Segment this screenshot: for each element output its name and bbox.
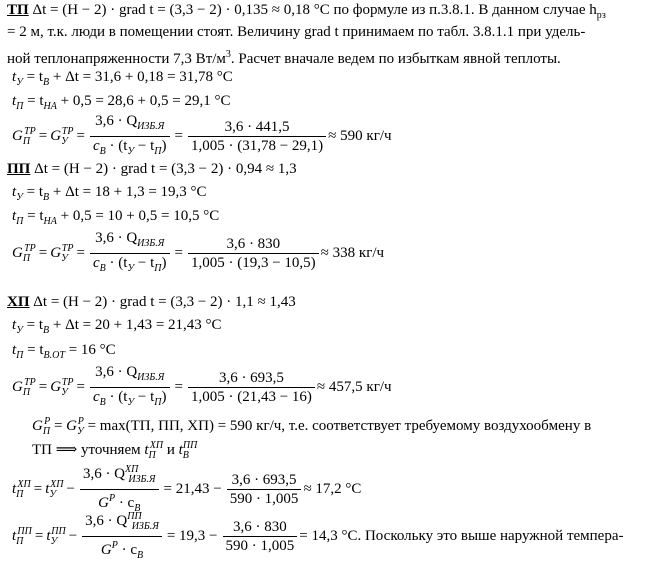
xp-tp-refined: $t_П^{ХП}$ = $t_У^{ХП}$ − $\frac{3,6 \cdot Q^{ХП}_{ИЗБ.Я}}{G^Р \cdot c_В}$ = 21,43 − $\frac{3,6 \cdot 693,5}{590 \cdot 1,005}$ ≈ 17,2 °C [12,462,361,517]
xp-g-equation: $G_П^{ТР}$ = $G_У^{ТР}$ = $\frac{3,6 \cdot Q_{ИЗБ.Я}}{c_В \cdot (t_У - t_П)}$ = $\frac{3,6 \cdot 693,5}{1,005 \cdot (21,43 - 16)}$ ≈ 457,5 кг/ч [12,364,392,411]
pp-fraction-numeric: $\frac{3,6 \cdot 830}{1,005 \cdot (19,3 - 10,5)}$ [188,236,319,271]
tp-g-equation: $G_П^{ТР}$ = $G_У^{ТР}$ = $\frac{3,6 \cdot Q_{ИЗБ.Я}}{c_В \cdot (t_У - t_П)}$ = $\frac{3,6 \cdot 441,5}{1,005 \cdot (31,78 - 29,1)}$ ≈ 590 кг/ч [12,113,392,160]
tp-line2: = 2 м, т.к. люди в помещении стоят. Величину grad t принимаем по табл. 3.8.1.1 при удель- [7,24,586,40]
xp-gmax-line: $G_П^Р = G_У^Р = \max(ТП$, ПП, ХП) = 590 кг/ч, т.е. соответствует требуемому воздухообмену в [32,416,592,437]
xp-heading: ХП [7,294,30,310]
tp-fraction-numeric: $\frac{3,6 \cdot 441,5}{1,005 \cdot (31,78 - 29,1)}$ [188,119,326,154]
xp-result: ≈ 457,5 кг/ч [316,379,392,395]
xp-ty-line: $t_У = t_В + \Delta t = 20 + 1,43 = 21,43$ °C [12,317,222,336]
xp-tv-refined: $t_П^{ПП}$ = $t_У^{ПП}$ − $\frac{3,6 \cdot Q^{ПП}_{ИЗБ.Я}}{G^Р \cdot c_В}$ = 19,3 − $\frac{3,6 \cdot 830}{590 \cdot 1,005}$ = 14,3 °C. Поскольку это выше наружной темпера- [12,509,624,564]
pp-result: ≈ 338 кг/ч [320,245,385,261]
tp-tp-line: $t_П = t_{НА} + 0,5 = 28,6 + 0,5 = 29,1$ °C [12,93,231,112]
xp-utoch-line: ТП ⟹ уточняем $t_П^{ХП}$ и $t_В^{ПП}$ [32,440,198,461]
tp-line1: ТП Δt = (H − 2) · grad t = (3,3 − 2) · 0,135 ≈ 0,18 °C по формуле из п.3.8.1. В данном случае $h_{рз}$ [7,2,606,21]
pp-ty-line: $t_У = t_В + \Delta t = 18 + 1,3 = 19,3$ °C [12,184,207,203]
xp-tp-line: $t_П = t_{В.ОТ} = 16$ °C [12,342,116,361]
pp-g-equation: $G_П^{ТР}$ = $G_У^{ТР}$ = $\frac{3,6 \cdot Q_{ИЗБ.Я}}{c_В \cdot (t_У - t_П)}$ = $\frac{3,6 \cdot 830}{1,005 \cdot (19,3 - 10,5)}$ ≈ 338 кг/ч [12,230,384,277]
tp-delta-text: Δt = (H − 2) · grad t = (3,3 − 2) · 0,135 ≈ 0,18 °C по формуле из п.3.8.1. В данном случае h [32,2,597,18]
pp-tp-line: $t_П = t_{НА} + 0,5 = 10 + 0,5 = 10,5$ °C [12,208,220,227]
pp-line1: ПП Δt = (H − 2) · grad t = (3,3 − 2) · 0,94 ≈ 1,3 [7,161,297,177]
tp-ty-line: $t_У = t_В + \Delta t = 31,6 + 0,18 = 31,78$ °C [12,69,233,88]
tp-result: ≈ 590 кг/ч [328,128,392,144]
xp-t2-result: = 14,3 °C. Поскольку это выше наружной темпера- [299,528,624,544]
tp-line3: ной теплонапряженности 7,3 $Вт/м^3$. Расчет вначале ведем по избыткам явной теплоты. [7,49,561,67]
xp-line1: ХП Δt = (H − 2) · grad t = (3,3 − 2) · 1,1 ≈ 1,43 [7,294,296,310]
tp-fraction-symbolic: $\frac{3,6 \cdot Q_{ИЗБ.Я}}{c_В \cdot (t_У - t_П)}$ [90,113,170,160]
tp-heading: ТП [7,2,29,18]
xp-t1-result: ≈ 17,2 °C [303,481,362,497]
xp-fraction-numeric: $\frac{3,6 \cdot 693,5}{1,005 \cdot (21,43 - 16)}$ [188,370,315,405]
pp-heading: ПП [7,161,31,177]
